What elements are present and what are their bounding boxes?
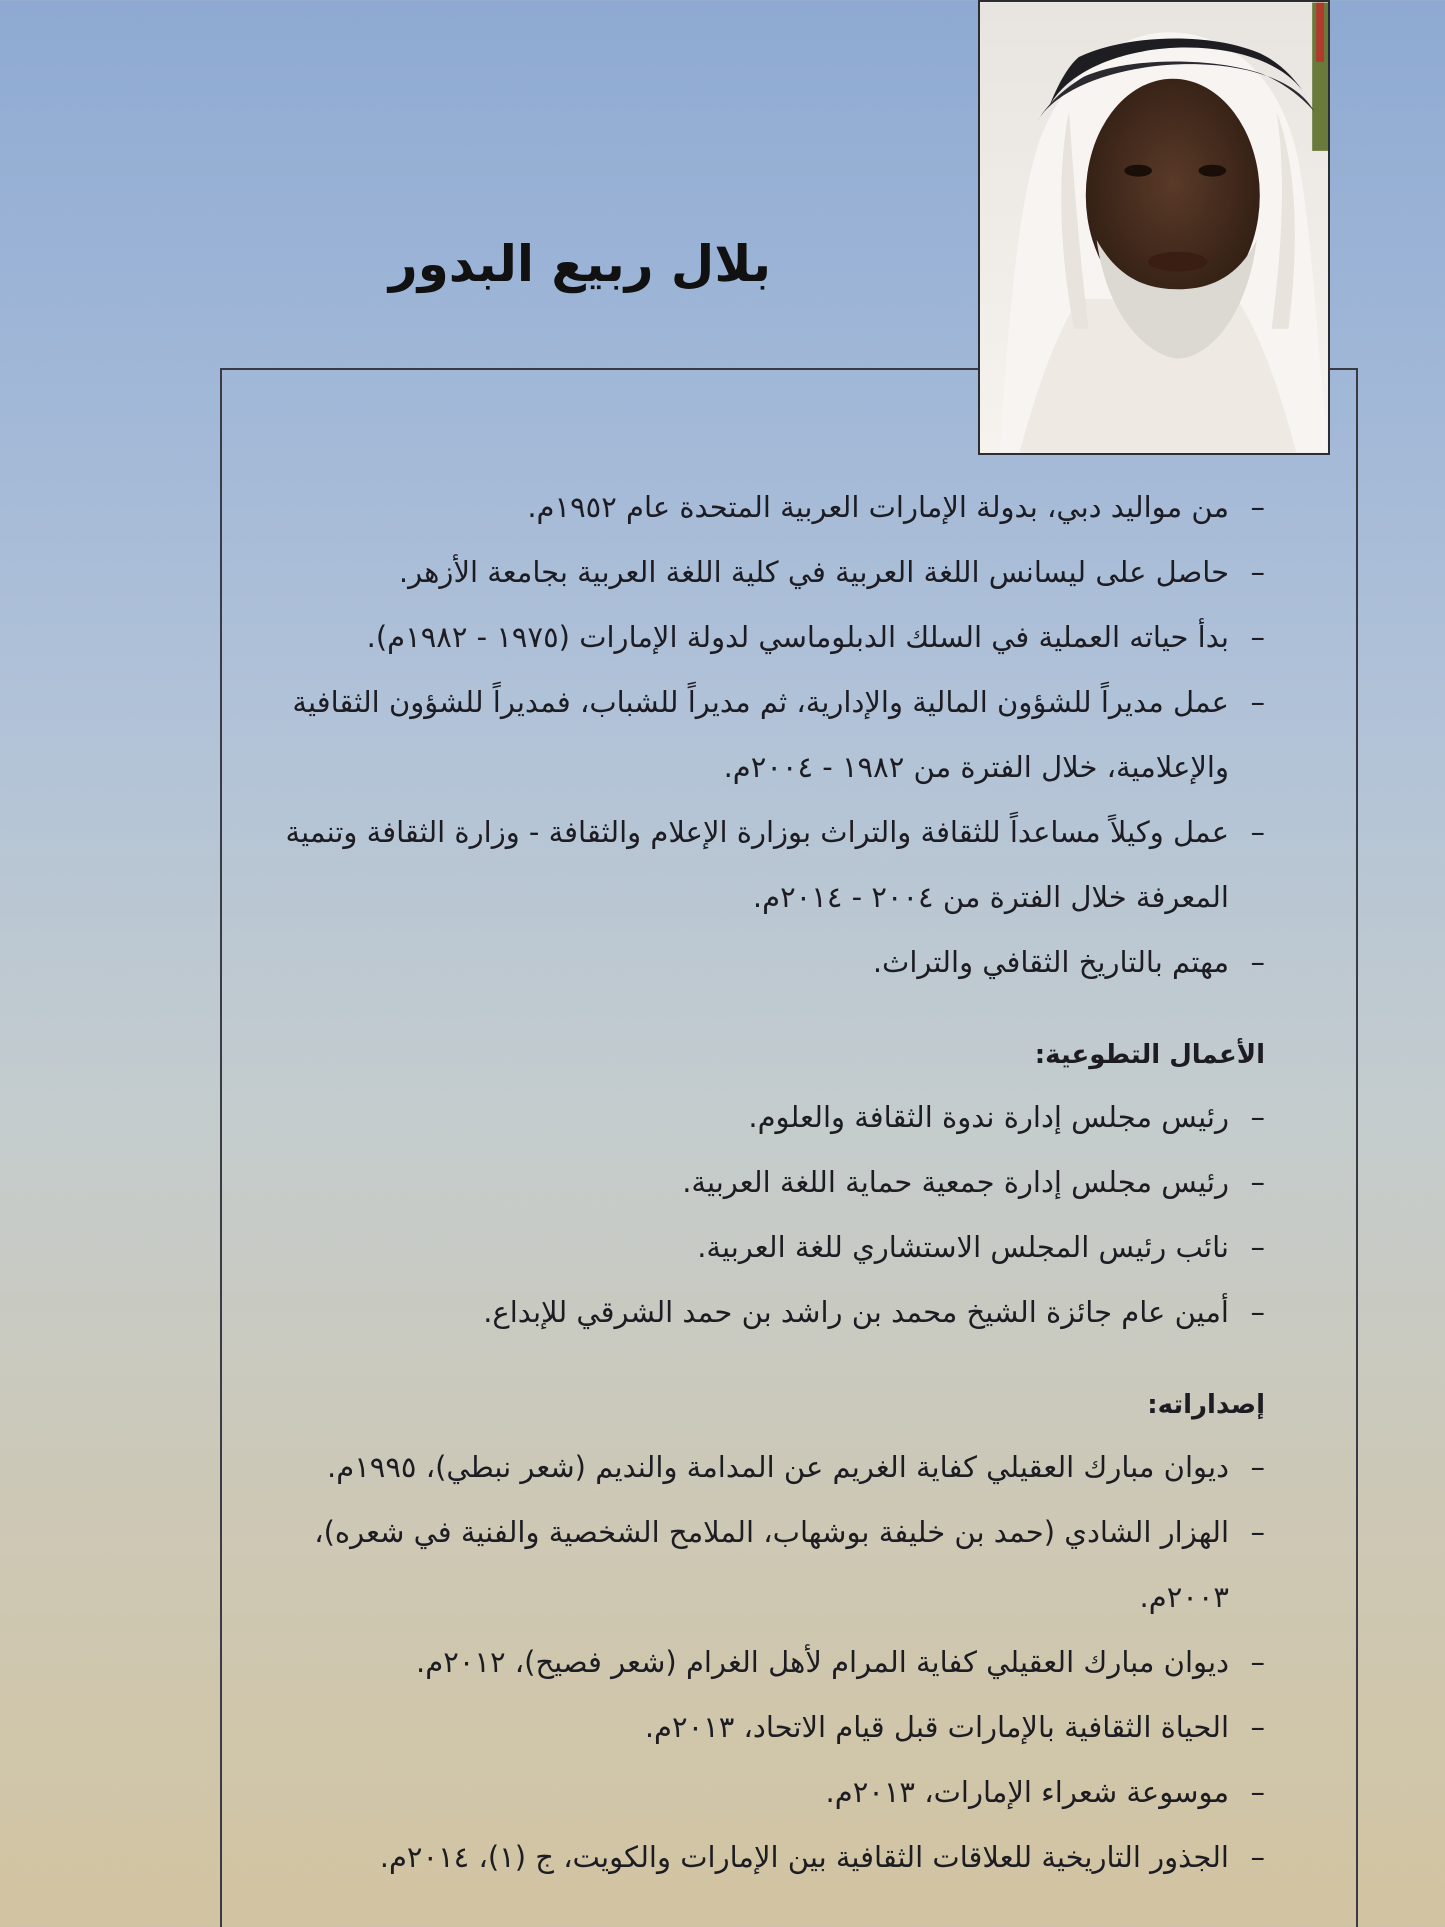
- volunteer-heading: الأعمال التطوعية:: [1034, 1040, 1265, 1070]
- content-body: [255, 475, 1265, 1890]
- dash-marker: –: [1250, 555, 1265, 589]
- dash-marker: –: [1250, 490, 1265, 524]
- list-item: – عمل مديراً للشؤون المالية والإدارية، ثم مديراً للشباب، فمديراً للشؤون الثقافية والإعلامية، خلال الفترة من ١٩٨٢ - ٢٠٠٤م.: [255, 670, 1265, 800]
- list-item: – ديوان مبارك العقيلي كفاية المرام لأهل الغرام (شعر فصيح)، ٢٠١٢م.: [255, 1630, 1265, 1695]
- list-item: – رئيس مجلس إدارة جمعية حماية اللغة العربية.: [255, 1150, 1265, 1215]
- dash-marker: –: [1250, 1165, 1265, 1199]
- author-name-title: بلال ربيع البدور: [388, 235, 772, 293]
- list-item: – من مواليد دبي، بدولة الإمارات العربية المتحدة عام ١٩٥٢م.: [255, 475, 1265, 540]
- author-photo: [978, 0, 1330, 455]
- list-item: – ديوان مبارك العقيلي كفاية الغريم عن المدامة والنديم (شعر نبطي)، ١٩٩٥م.: [255, 1435, 1265, 1500]
- dash-marker: –: [1250, 1295, 1265, 1329]
- list-item: – عمل وكيلاً مساعداً للثقافة والتراث بوزارة الإعلام والثقافة - وزارة الثقافة وتنمية المعرفة خلال الفترة من ٢٠٠٤ - ٢٠١٤م.: [255, 800, 1265, 930]
- bio-list: [255, 475, 1265, 995]
- dash-marker: –: [1250, 945, 1265, 979]
- dash-marker: –: [1250, 1775, 1265, 1809]
- list-item: – الجذور التاريخية للعلاقات الثقافية بين الإمارات والكويت، ج (١)، ٢٠١٤م.: [255, 1825, 1265, 1890]
- list-item: – حاصل على ليسانس اللغة العربية في كلية اللغة العربية بجامعة الأزهر.: [255, 540, 1265, 605]
- list-item: – بدأ حياته العملية في السلك الدبلوماسي لدولة الإمارات (١٩٧٥ - ١٩٨٢م).: [255, 605, 1265, 670]
- dash-marker: –: [1250, 1645, 1265, 1679]
- list-item: – رئيس مجلس إدارة ندوة الثقافة والعلوم.: [255, 1085, 1265, 1150]
- list-item: – أمين عام جائزة الشيخ محمد بن راشد بن حمد الشرقي للإبداع.: [255, 1280, 1265, 1345]
- dash-marker: –: [1250, 1710, 1265, 1744]
- dash-marker: –: [1250, 1450, 1265, 1484]
- publications-list: [255, 1435, 1265, 1890]
- dash-marker: –: [1250, 1840, 1265, 1874]
- dash-marker: –: [1250, 1515, 1265, 1549]
- dash-marker: –: [1250, 1100, 1265, 1134]
- list-item: – نائب رئيس المجلس الاستشاري للغة العربية.: [255, 1215, 1265, 1280]
- dash-marker: –: [1250, 1230, 1265, 1264]
- publications-heading: إصداراته:: [1147, 1390, 1265, 1420]
- list-item: – مهتم بالتاريخ الثقافي والتراث.: [255, 930, 1265, 995]
- volunteer-list: [255, 1085, 1265, 1345]
- dash-marker: –: [1250, 815, 1265, 849]
- list-item: – موسوعة شعراء الإمارات، ٢٠١٣م.: [255, 1760, 1265, 1825]
- dash-marker: –: [1250, 620, 1265, 654]
- list-item: – الهزار الشادي (حمد بن خليفة بوشهاب، الملامح الشخصية والفنية في شعره)، ٢٠٠٣م.: [255, 1500, 1265, 1630]
- list-item: – الحياة الثقافية بالإمارات قبل قيام الاتحاد، ٢٠١٣م.: [255, 1695, 1265, 1760]
- dash-marker: –: [1250, 685, 1265, 719]
